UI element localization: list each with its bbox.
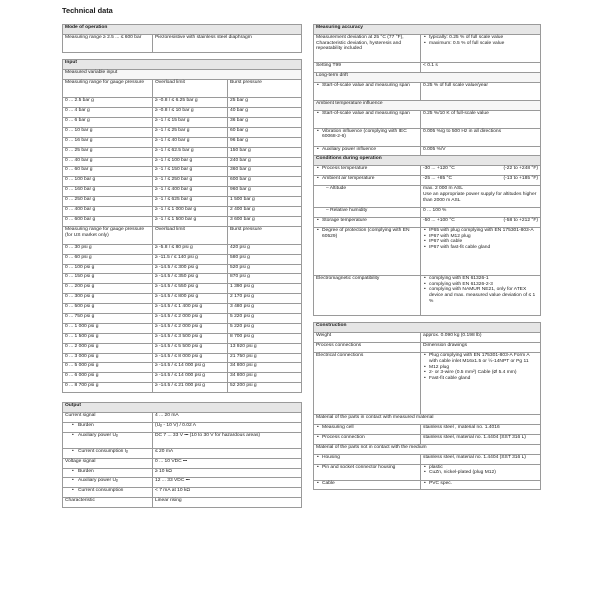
table-row (63, 187, 302, 197)
setting-value: < 0.1 s (421, 62, 541, 72)
left-column (62, 24, 302, 508)
table-row (63, 333, 302, 343)
electrical-label: Electrical connections (314, 353, 421, 415)
table-row (63, 294, 302, 304)
gauge-range: 0 ... 25 bar g (63, 147, 153, 157)
table-row (63, 127, 302, 137)
output-label-text: Characteristic (65, 498, 95, 504)
gauge-overload: ≥ -1 / ≤ 62.5 bar g (153, 147, 228, 157)
gauge-range: 0 ... 40 bar g (63, 157, 153, 167)
gauge-burst: 240 bar g (228, 157, 302, 167)
us-overload: ≥ -14.5 / ≤ 2 000 psi g (153, 323, 228, 333)
emc-item: • complying with EN 61326-1 (423, 276, 538, 282)
gauge-burst: 3 600 bar g (228, 216, 302, 226)
protection-label: • Degree of protection (complying with EN 60529) (316, 228, 418, 240)
process-temp-c: -30 ... +120 °C (423, 166, 455, 172)
table-row (63, 274, 302, 284)
table-row (63, 304, 302, 314)
gauge-col3: Burst pressure (228, 80, 302, 98)
gauge-overload: ≥ -1 / ≤ 100 bar g (153, 157, 228, 167)
output-value: 0 ... 10 VDC ⎓ (153, 458, 302, 468)
pin-socket-label: • Pin and socket connector housing (316, 465, 418, 471)
section-header: Output (63, 403, 302, 413)
table-row (63, 197, 302, 207)
housing-label: • Housing (316, 455, 418, 461)
output-label (63, 448, 153, 458)
table-row (63, 137, 302, 147)
table-row (63, 323, 302, 333)
us-burst: 5 220 psi g (228, 313, 302, 323)
gauge-overload: ≥ -1 / ≤ 1 500 bar g (153, 216, 228, 226)
gauge-burst: 960 bar g (228, 187, 302, 197)
us-range: 0 ... 300 psi g (63, 294, 153, 304)
gauge-burst: 1 500 bar g (228, 197, 302, 207)
table-row (63, 216, 302, 226)
gauge-overload: ≥ -0.8 / ≤ 6.25 bar g (153, 98, 228, 108)
table-row (63, 422, 302, 432)
us-burst: 3 480 psi g (228, 304, 302, 314)
table-row (63, 264, 302, 274)
output-label (63, 458, 153, 468)
us-col1: Measuring range for gauge pressure (for US market only) (63, 226, 153, 244)
gauge-range: 0 ... 10 bar g (63, 127, 153, 137)
us-burst: 420 psi g (228, 244, 302, 254)
gauge-overload: ≥ -1 / ≤ 625 bar g (153, 197, 228, 207)
us-range: 0 ... 1 000 psi g (63, 323, 153, 333)
table-row (63, 383, 302, 393)
process-temp-f: (-22 to +248 °F) (503, 166, 538, 172)
storage-temp-label: • Storage temperature (316, 218, 418, 224)
humidity-label: – Relative humidity (326, 208, 368, 214)
humidity-value: 0 ... 100 % (421, 208, 541, 218)
gauge-burst: 96 bar g (228, 137, 302, 147)
gauge-burst: 360 bar g (228, 167, 302, 177)
us-overload: ≥ -14.5 / ≤ 300 psi g (153, 264, 228, 274)
us-burst: 870 psi g (228, 274, 302, 284)
output-label-text: • Current consumption Iᵦ (65, 449, 150, 455)
gauge-burst: 25 bar g (228, 98, 302, 108)
process-connection-value: stainless steel, material no. 1.4404 (SST 316 L) (421, 434, 541, 444)
gauge-range: 0 ... 4 bar g (63, 108, 153, 118)
us-overload: ≥ -14.5 / ≤ 8 000 psi g (153, 353, 228, 363)
longterm-label: Long-term drift (314, 72, 541, 82)
us-burst: 34 800 psi g (228, 363, 302, 373)
us-overload: ≥ -14.5 / ≤ 21 000 psi g (153, 383, 228, 393)
output-label (63, 498, 153, 508)
output-label (63, 422, 153, 432)
us-range: 0 ... 200 psi g (63, 284, 153, 294)
us-overload: ≥ -5.8 / ≤ 80 psi g (153, 244, 228, 254)
output-label-text: Current signal (65, 413, 96, 418)
output-label-text: • Auxiliary power Uᵦ (65, 433, 150, 439)
temp-start-label: • Start-of-scale value and measuring span (316, 111, 418, 117)
emc-label: Electromagnetic compatibility (314, 275, 421, 315)
table-row (63, 167, 302, 177)
altitude-value: max. 2 000 m ASL (423, 186, 463, 192)
vibration-label: • Vibration influence (complying with IEC 60068-2-6) (316, 129, 418, 141)
gauge-overload: ≥ -1 / ≤ 150 bar g (153, 167, 228, 177)
emc-item: • complying with NAMUR NE21, only for ATEX device and max. measured value deviation of ≤ 1 % (423, 287, 538, 304)
table-row (63, 488, 302, 498)
emc-list (421, 275, 541, 315)
gauge-overload: ≥ -1 / ≤ 40 bar g (153, 137, 228, 147)
ambient-influence-label: Ambient temperature influence (314, 100, 541, 110)
emc-item: • complying with EN 61326-2-3 (423, 282, 538, 288)
us-burst: 5 220 psi g (228, 323, 302, 333)
altitude-note: Use an appropriate power supply for altitudes higher than 2000 m ASL (423, 191, 537, 203)
gauge-burst: 150 bar g (228, 147, 302, 157)
table-row (63, 157, 302, 167)
gauge-burst: 60 bar g (228, 127, 302, 137)
pin-socket-value: • plastic (423, 465, 538, 471)
us-burst: 13 920 psi g (228, 343, 302, 353)
process-connection-label: • Process connection (316, 435, 418, 441)
gauge-range: 0 ... 2.5 bar g (63, 98, 153, 108)
us-overload: ≥ -14.5 / ≤ 14 000 psi g (153, 373, 228, 383)
section-header: Input (63, 60, 302, 70)
output-label-text: • Auxiliary power Uᵦ (65, 478, 150, 484)
gauge-range: 0 ... 16 bar g (63, 137, 153, 147)
us-overload: ≥ -14.5 / ≤ 550 psi g (153, 284, 228, 294)
output-label (63, 488, 153, 498)
storage-temp-c: -50 ... +100 °C (423, 218, 455, 224)
table-row (63, 468, 302, 478)
us-col3: Burst pressure (228, 226, 302, 244)
longterm-start-value: 0.25 % of full scale value/year (421, 82, 541, 100)
accuracy-table (313, 24, 541, 316)
us-burst: 21 750 psi g (228, 353, 302, 363)
us-range: 0 ... 100 psi g (63, 264, 153, 274)
us-burst: 8 700 psi g (228, 333, 302, 343)
us-overload: ≥ -11.5 / ≤ 140 psi g (153, 254, 228, 264)
us-overload: ≥ -14.5 / ≤ 3 500 psi g (153, 333, 228, 343)
setting-label: Setting T99 (314, 62, 421, 72)
us-range: 0 ... 1 500 psi g (63, 333, 153, 343)
section-header: Conditions during operation (314, 156, 541, 166)
us-burst: 34 800 psi g (228, 373, 302, 383)
gauge-burst: 600 bar g (228, 177, 302, 187)
process-connections-value: Dimension drawings (421, 343, 541, 353)
table-row (63, 363, 302, 373)
deviation-label: Measurement deviation at 25 °C (77 °F), Characteristic deviation, hysteresis and repeatability included (314, 34, 421, 62)
weight-label: Weight (314, 333, 421, 343)
table-row (63, 98, 302, 108)
output-value: ≤ 20 mA (153, 448, 302, 458)
us-range: 0 ... 750 psi g (63, 313, 153, 323)
us-burst: 52 200 psi g (228, 383, 302, 393)
output-label (63, 478, 153, 488)
gauge-overload: ≥ -1 / ≤ 15 bar g (153, 117, 228, 127)
table-row (63, 284, 302, 294)
table-row (63, 432, 302, 448)
electrical-item: • Fast-fit cable gland (423, 376, 538, 382)
gauge-col1: Measuring range for gauge pressure (63, 80, 153, 98)
housing-value: stainless steel, material no. 1.4404 (SST 316 L) (421, 454, 541, 464)
table-row (63, 498, 302, 508)
table-row (63, 254, 302, 264)
section-header: Measuring accuracy (314, 25, 541, 35)
table-row (63, 478, 302, 488)
table-row (63, 244, 302, 254)
us-range: 0 ... 2 000 psi g (63, 343, 153, 353)
us-overload: ≥ -14.5 / ≤ 5 500 psi g (153, 343, 228, 353)
pin-socket-value: • CuZn, nickel-plated (plug M12) (423, 470, 538, 476)
electrical-item: • M12 plug (423, 365, 538, 371)
output-label-text: • Current consumption (65, 488, 150, 494)
us-range: 0 ... 150 psi g (63, 274, 153, 284)
us-col2: Overload limit (153, 226, 228, 244)
us-range: 0 ... 60 psi g (63, 254, 153, 264)
table-row (63, 353, 302, 363)
us-overload: ≥ -14.5 / ≤ 14 000 psi g (153, 363, 228, 373)
gauge-range: 0 ... 160 bar g (63, 187, 153, 197)
us-range: 0 ... 6 000 psi g (63, 373, 153, 383)
gauge-overload: ≥ -0.8 / ≤ 10 bar g (153, 108, 228, 118)
gauge-overload: ≥ -1 / ≤ 1 000 bar g (153, 206, 228, 216)
table-row (63, 117, 302, 127)
gauge-range: 0 ... 100 bar g (63, 177, 153, 187)
output-table (62, 402, 302, 508)
measuring-cell-label: • Measuring cell (316, 425, 418, 431)
altitude-label: – Altitude (326, 186, 347, 192)
electrical-item: • 2- or 3-wire (0.5 mm²) Cable (Ø 5.4 mm) (423, 370, 538, 376)
protection-item: • IP67 with cable (423, 239, 538, 245)
electrical-item: • Plug complying with EN 175301-803-A Form A with cable inlet M16x1.5 or ½-14NPT or Pg 11 (423, 353, 538, 365)
us-burst: 2 170 psi g (228, 294, 302, 304)
output-label (63, 413, 153, 423)
output-label-text: • Burden (65, 423, 150, 429)
output-value: 12 ... 33 VDC ⎓ (153, 478, 302, 488)
ambient-temp-label: • Ambient air temperature (316, 176, 418, 182)
us-range: 0 ... 500 psi g (63, 304, 153, 314)
table-row (63, 108, 302, 118)
gauge-overload: ≥ -1 / ≤ 400 bar g (153, 187, 228, 197)
deviation-typical: • typically: 0.25 % of full scale value (423, 35, 538, 41)
gauge-overload: ≥ -1 / ≤ 25 bar g (153, 127, 228, 137)
gauge-range: 0 ... 6 bar g (63, 117, 153, 127)
us-overload: ≥ -14.5 / ≤ 2 000 psi g (153, 313, 228, 323)
gauge-range: 0 ... 400 bar g (63, 206, 153, 216)
table-row (63, 147, 302, 157)
gauge-range: 0 ... 250 bar g (63, 197, 153, 207)
output-label (63, 432, 153, 448)
table-row (63, 458, 302, 468)
us-burst: 580 psi g (228, 254, 302, 264)
output-value: ≥ 10 kΩ (153, 468, 302, 478)
table-row (63, 373, 302, 383)
gauge-range: 0 ... 60 bar g (63, 167, 153, 177)
cable-value: • PVC spec. (423, 481, 538, 487)
us-range: 0 ... 5 000 psi g (63, 363, 153, 373)
table-row (63, 206, 302, 216)
deviation-maximum: • maximum: 0.5 % of full scale value (423, 41, 538, 47)
section-header: Construction (314, 323, 541, 333)
ambient-temp-c: -25 ... +85 °C (423, 176, 453, 182)
protection-list (421, 227, 541, 275)
table-row (63, 343, 302, 353)
temp-start-value: 0.25 %/10 K of full-scale value (421, 110, 541, 128)
us-overload: ≥ -14.5 / ≤ 800 psi g (153, 294, 228, 304)
table-row (63, 448, 302, 458)
mode-of-operation-table (62, 24, 302, 53)
vibration-value: 0.005 %/g to 500 Hz in all directions (421, 128, 541, 146)
process-connections-label: Process connections (314, 343, 421, 353)
gauge-burst: 40 bar g (228, 108, 302, 118)
protection-item: • IP65 with plug complying with EN 175301-803-A (423, 228, 538, 234)
table-row (63, 177, 302, 187)
measuring-cell-value: stainless steel , material no. 1.4016 (421, 424, 541, 434)
output-value: (Uᵦ - 10 V) / 0.02 A (153, 422, 302, 432)
gauge-overload: ≥ -1 / ≤ 250 bar g (153, 177, 228, 187)
output-value: DC 7 ... 33 V ⎓ (10 to 30 V for hazardous areas) (153, 432, 302, 448)
weight-value: approx. 0.090 kg (0.198 lb) (421, 333, 541, 343)
cable-label: • Cable (316, 481, 418, 487)
electrical-list (421, 353, 541, 415)
gauge-burst: 36 bar g (228, 117, 302, 127)
mode-value: Piezoresistive with stainless steel diaphragm (153, 34, 302, 52)
aux-influence-value: 0.005 %/V (421, 146, 541, 156)
material-not-label: Material of the parts not in contact with the medium (314, 444, 541, 454)
protection-item: • IP67 with M12 plug (423, 234, 538, 240)
input-table (62, 59, 302, 393)
output-label-text: Voltage signal (65, 458, 96, 464)
gauge-range: 0 ... 600 bar g (63, 216, 153, 226)
material-measured-label: Material of the parts in contact with measured material (314, 415, 541, 425)
output-value: 4 ... 20 mA (153, 413, 302, 423)
us-burst: 520 psi g (228, 264, 302, 274)
output-label-text: • Burden (65, 469, 150, 475)
page-title: Technical data (62, 6, 113, 15)
mode-label: Measuring range ≥ 2.5 ... ≤ 600 bar (63, 34, 153, 52)
output-label (63, 468, 153, 478)
aux-influence-label: • Auxiliary power influence (316, 147, 418, 153)
right-column (313, 24, 541, 490)
protection-item: • IP67 with fast-fit cable gland (423, 245, 538, 251)
section-header: Mode of operation (63, 25, 302, 35)
storage-temp-f: (-58 to +212 °F) (503, 218, 538, 224)
us-overload: ≥ -14.5 / ≤ 1 400 psi g (153, 304, 228, 314)
output-value: Linear rising (153, 498, 302, 508)
output-value: < 7 mA at 10 kΩ (153, 488, 302, 498)
longterm-start-label: • Start-of-scale value and measuring span (316, 83, 418, 89)
gauge-col2: Overload limit (153, 80, 228, 98)
us-range: 0 ... 8 700 psi g (63, 383, 153, 393)
us-burst: 1 390 psi g (228, 284, 302, 294)
us-range: 0 ... 30 psi g (63, 244, 153, 254)
table-row (63, 313, 302, 323)
gauge-burst: 2 400 bar g (228, 206, 302, 216)
construction-table (313, 322, 541, 490)
ambient-temp-f: (-13 to +185 °F) (503, 176, 538, 182)
table-row (63, 413, 302, 423)
us-overload: ≥ -14.5 / ≤ 350 psi g (153, 274, 228, 284)
process-temp-label: • Process temperature (316, 166, 418, 172)
measured-variable-label: Measured variable input (63, 70, 302, 80)
us-range: 0 ... 3 000 psi g (63, 353, 153, 363)
